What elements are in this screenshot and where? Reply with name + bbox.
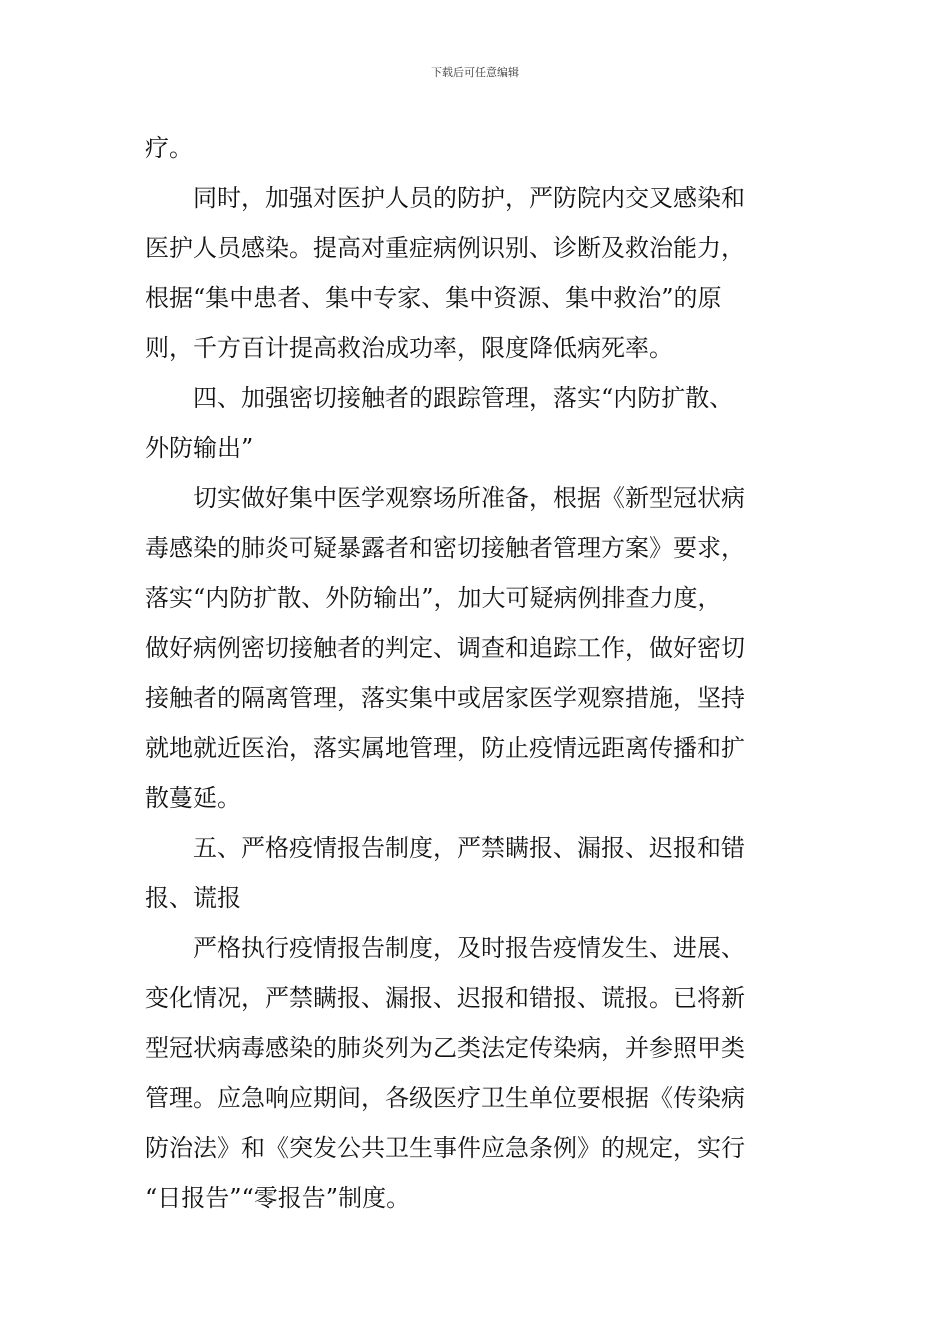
text-line: 严格执行疫情报告制度，及时报告疫情发生、进展、 <box>193 934 745 962</box>
text-line: 根据“集中患者、集中专家、集中资源、集中救治”的原 <box>145 284 722 312</box>
text-line: 毒感染的肺炎可疑暴露者和密切接触者管理方案》要求， <box>145 534 745 562</box>
text-line: 疗。 <box>145 134 193 162</box>
text-line: 散蔓延。 <box>145 784 241 812</box>
page-header: 下载后可任意编辑 <box>431 66 519 79</box>
text-line: 型冠状病毒感染的肺炎列为乙类法定传染病，并参照甲类 <box>145 1034 745 1062</box>
text-line: 医护人员感染。提高对重症病例识别、诊断及救治能力， <box>145 234 745 262</box>
text-line: 同时，加强对医护人员的防护，严防院内交叉感染和 <box>193 184 745 212</box>
text-line: 接触者的隔离管理，落实集中或居家医学观察措施，坚持 <box>145 684 745 712</box>
text-line: 防治法》和《突发公共卫生事件应急条例》的规定，实行 <box>145 1134 745 1162</box>
text-line: 管理。应急响应期间，各级医疗卫生单位要根据《传染病 <box>145 1084 745 1112</box>
text-line: 切实做好集中医学观察场所准备，根据《新型冠状病 <box>193 484 745 512</box>
text-line: 就地就近医治，落实属地管理，防止疫情远距离传播和扩 <box>145 734 745 762</box>
text-line: 做好病例密切接触者的判定、调查和追踪工作，做好密切 <box>145 634 745 662</box>
section-heading-line: 外防输出” <box>145 434 254 462</box>
text-line: 则，千方百计提高救治成功率，限度降低病死率。 <box>145 334 673 362</box>
text-line: 变化情况，严禁瞒报、漏报、迟报和错报、谎报。已将新 <box>145 984 745 1012</box>
section-heading-line: 报、谎报 <box>145 884 241 912</box>
section-heading-line: 五、严格疫情报告制度，严禁瞒报、漏报、迟报和错 <box>193 834 745 862</box>
section-heading-line: 四、加强密切接触者的跟踪管理，落实“内防扩散、 <box>193 384 734 412</box>
text-line: “日报告”“零报告”制度。 <box>145 1184 411 1212</box>
text-line: 落实“内防扩散、外防输出”，加大可疑病例排查力度， <box>145 584 722 612</box>
